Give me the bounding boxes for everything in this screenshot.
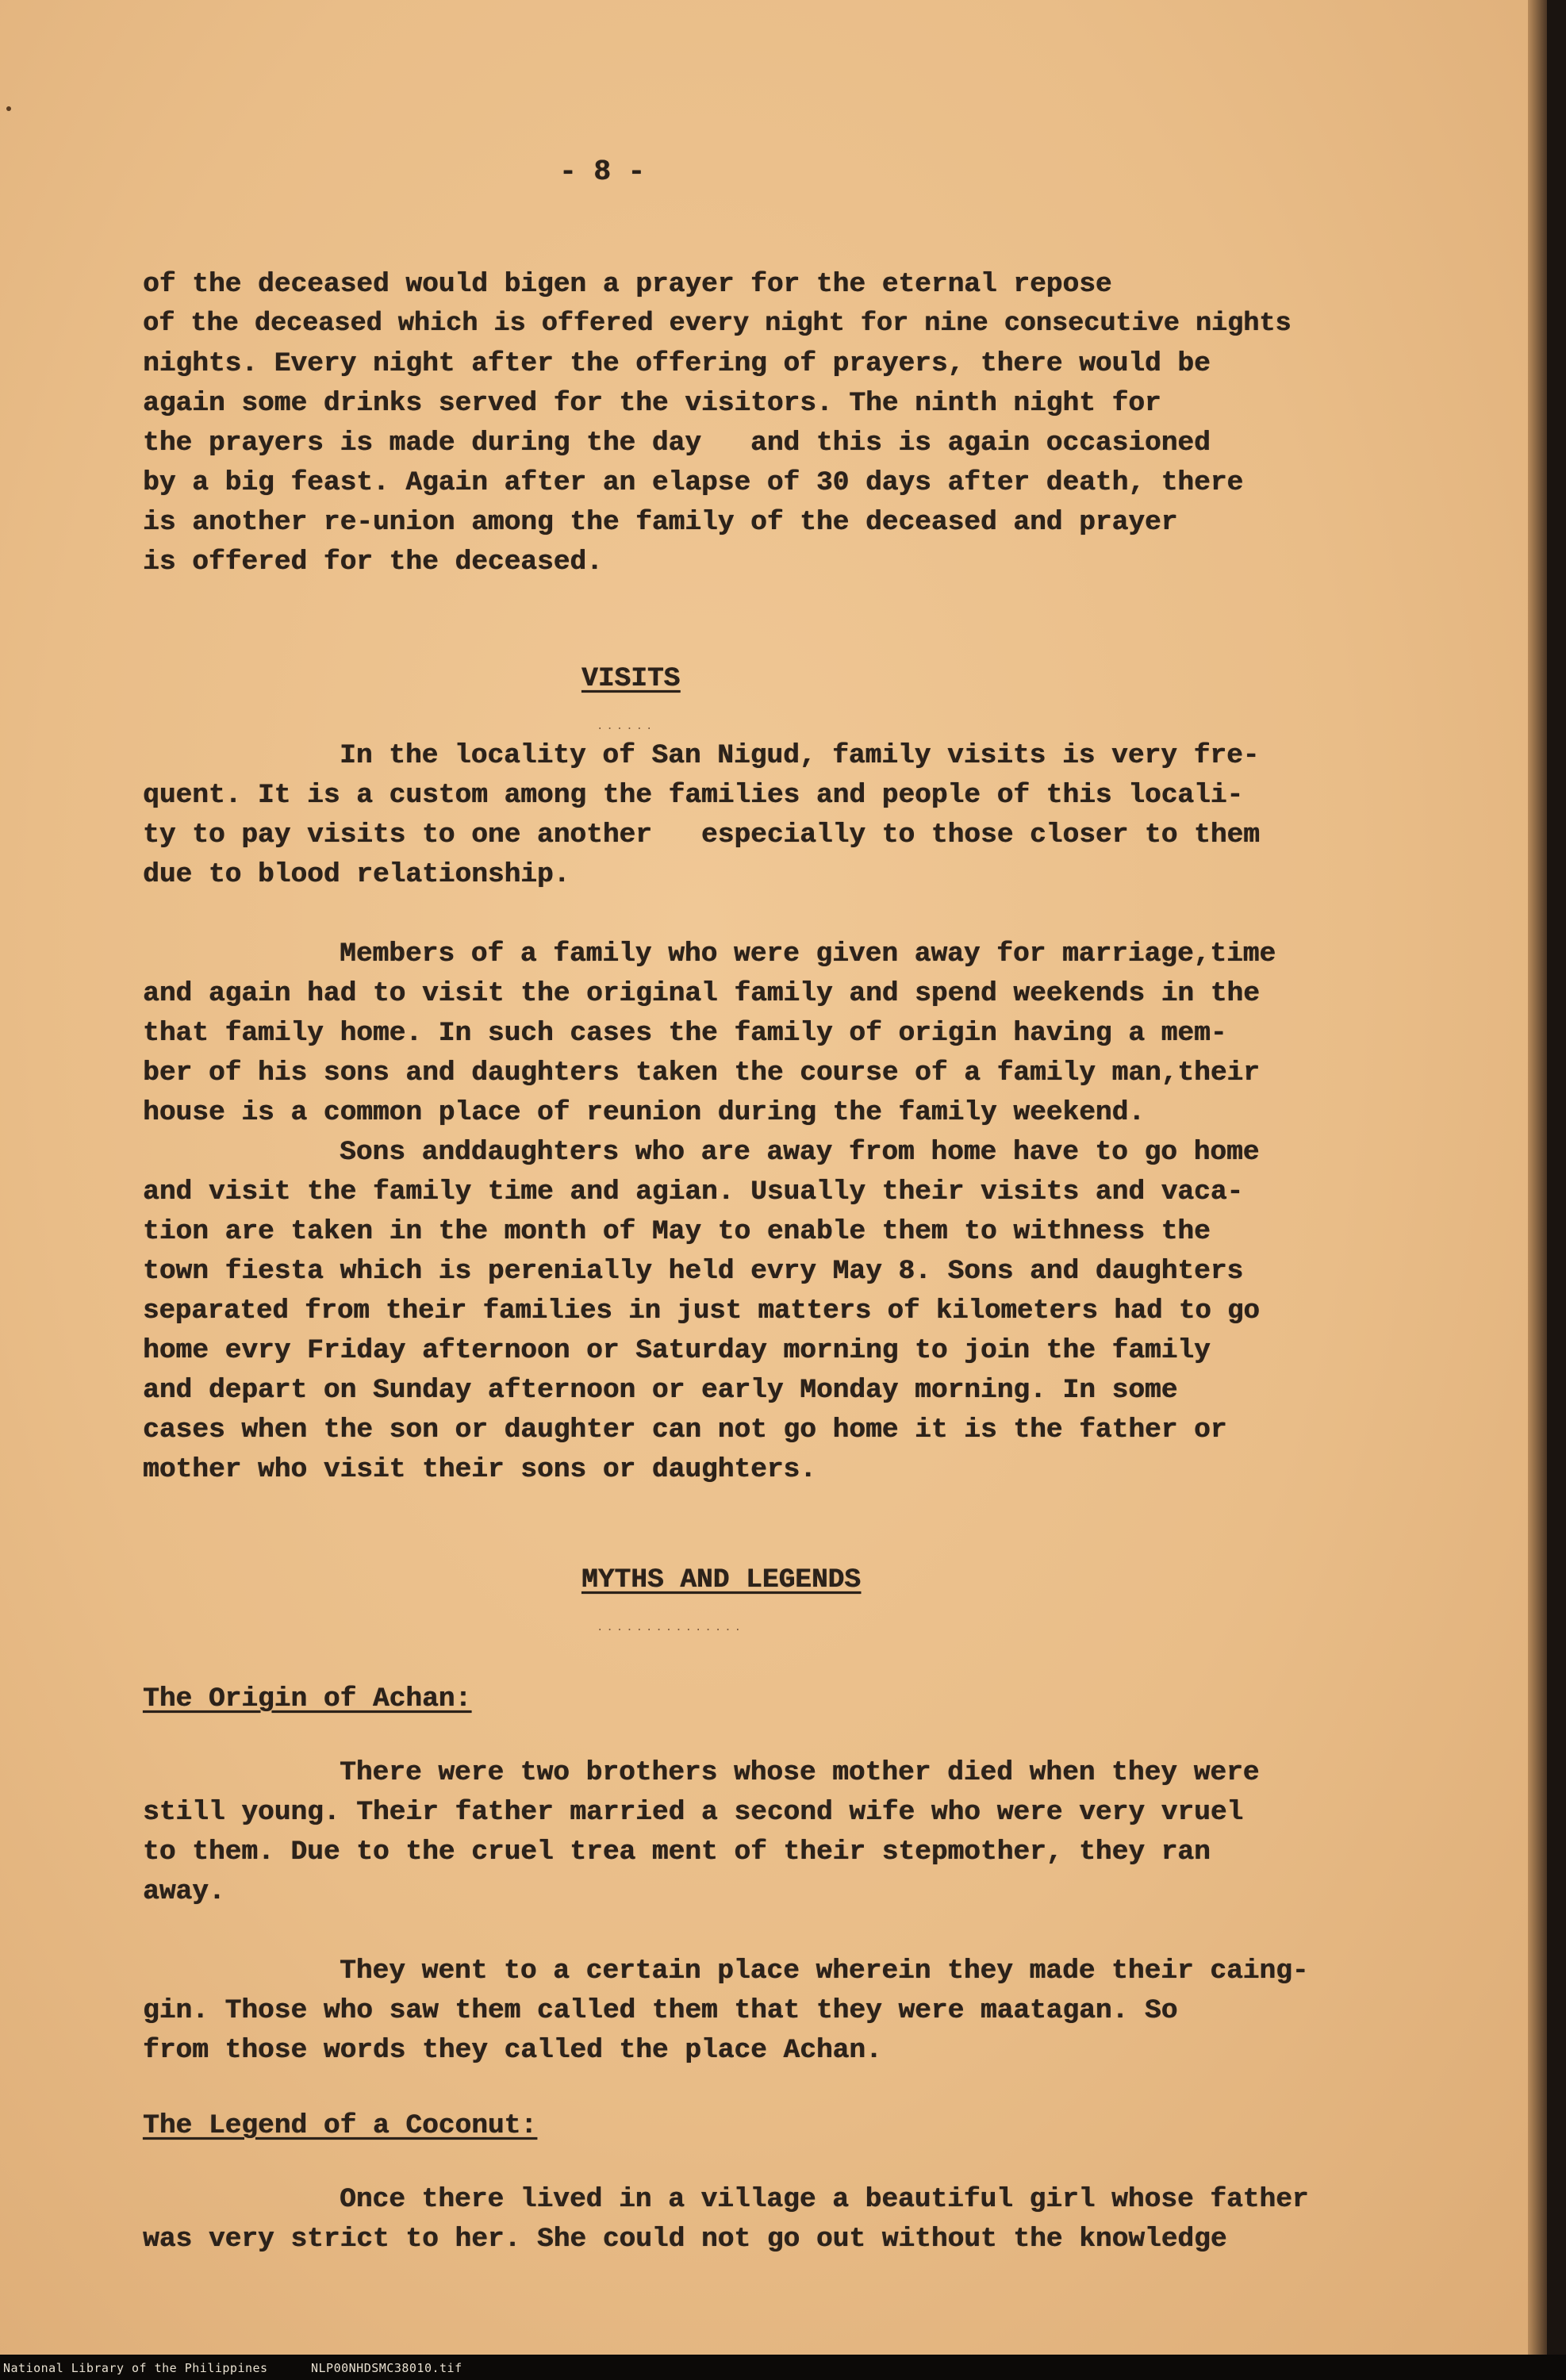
text-line: and visit the family time and agian. Usually their visits and vaca- bbox=[143, 1177, 1244, 1207]
text-line: still young. Their father married a second wife who were very vruel bbox=[143, 1797, 1244, 1828]
text-line: nights. Every night after the offering of prayers, there would be bbox=[143, 348, 1211, 379]
text-line: There were two brothers whose mother died when they were bbox=[340, 1757, 1260, 1788]
footer-library-name: National Library of the Philippines bbox=[3, 2361, 268, 2375]
text-line: tion are taken in the month of May to enable them to withness the bbox=[143, 1216, 1211, 1247]
text-line: They went to a certain place wherein they made their caing- bbox=[340, 1956, 1309, 1987]
heading-dots: ............... bbox=[597, 1622, 745, 1634]
text-line: away. bbox=[143, 1876, 225, 1907]
text-line: and again had to visit the original family and spend weekends in the bbox=[143, 978, 1260, 1009]
text-line: was very strict to her. She could not go out without the knowledge bbox=[143, 2224, 1227, 2255]
text-line: cases when the son or daughter can not go home it is the father or bbox=[143, 1415, 1227, 1445]
text-line: quent. It is a custom among the families and people of this locali- bbox=[143, 780, 1244, 811]
subheading-legend-of-a-coconut: The Legend of a Coconut: bbox=[143, 2110, 537, 2141]
text-line: from those words they called the place Achan. bbox=[143, 2035, 882, 2066]
text-line: due to blood relationship. bbox=[143, 859, 570, 890]
text-line: is another re-union among the family of the deceased and prayer bbox=[143, 507, 1178, 538]
text-line: Once there lived in a village a beautiful girl whose father bbox=[340, 2184, 1309, 2215]
text-line: separated from their families in just matters of kilometers had to go bbox=[143, 1296, 1260, 1326]
text-line: by a big feast. Again after an elapse of 30 days after death, there bbox=[143, 467, 1244, 498]
text-line: mother who visit their sons or daughters. bbox=[143, 1454, 816, 1485]
heading-dots: ...... bbox=[597, 720, 656, 733]
footer-file-name: NLP00NHDSMC38010.tif bbox=[311, 2361, 463, 2375]
section-heading-myths-and-legends: MYTHS AND LEGENDS bbox=[581, 1564, 861, 1595]
text-line: is offered for the deceased. bbox=[143, 547, 603, 578]
subheading-origin-of-achan: The Origin of Achan: bbox=[143, 1683, 472, 1714]
text-line: ber of his sons and daughters taken the course of a family man,their bbox=[143, 1058, 1260, 1088]
text-line: In the locality of San Nigud, family visits is very fre- bbox=[340, 740, 1260, 771]
text-line: of the deceased which is offered every night for nine consecutive nights bbox=[143, 309, 1292, 339]
page-edge-shadow bbox=[1528, 0, 1547, 2355]
text-line: home evry Friday afternoon or Saturday morning to join the family bbox=[143, 1335, 1211, 1366]
text-line: to them. Due to the cruel trea ment of their stepmother, they ran bbox=[143, 1837, 1211, 1868]
text-line: Sons anddaughters who are away from home have to go home bbox=[340, 1137, 1260, 1168]
text-line: ty to pay visits to one another especially to those closer to them bbox=[143, 820, 1260, 850]
page-number: - 8 - bbox=[559, 155, 646, 188]
text-line: that family home. In such cases the family of origin having a mem- bbox=[143, 1018, 1227, 1049]
text-line: Members of a family who were given away for marriage,time bbox=[340, 939, 1276, 969]
text-line: town fiesta which is perenially held evry May 8. Sons and daughters bbox=[143, 1256, 1244, 1287]
paper-speck bbox=[6, 106, 11, 111]
text-line: of the deceased would bigen a prayer for the eternal repose bbox=[143, 269, 1112, 300]
text-line: the prayers is made during the day and this is again occasioned bbox=[143, 428, 1211, 459]
text-line: and depart on Sunday afternoon or early Monday morning. In some bbox=[143, 1375, 1178, 1406]
text-line: gin. Those who saw them called them that they were maatagan. So bbox=[143, 1995, 1178, 2026]
section-heading-visits: VISITS bbox=[581, 663, 681, 694]
text-line: again some drinks served for the visitors. The ninth night for bbox=[143, 388, 1161, 419]
text-line: house is a common place of reunion during the family weekend. bbox=[143, 1097, 1145, 1128]
